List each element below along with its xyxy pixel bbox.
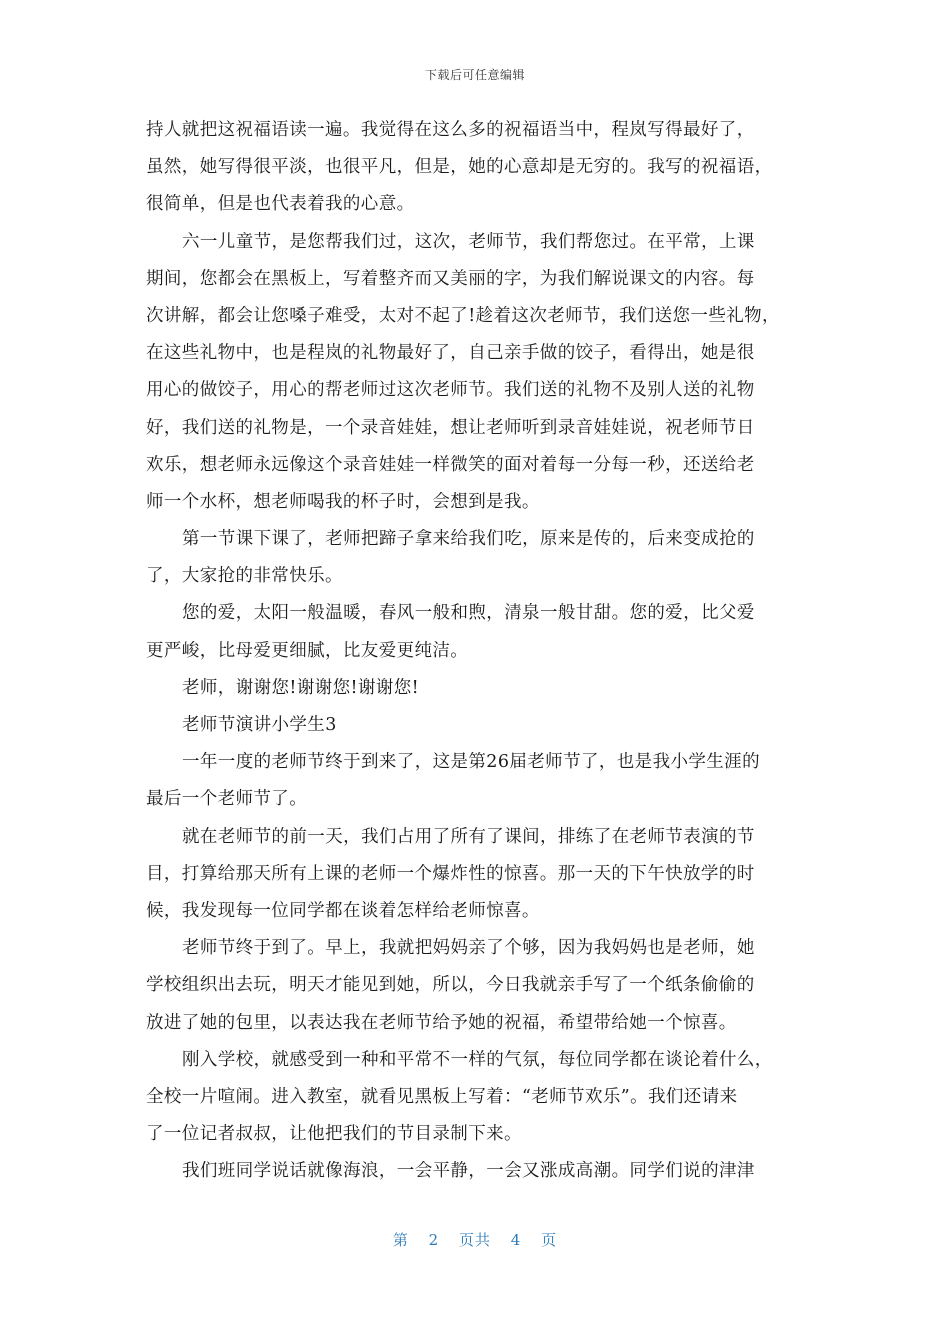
paragraph-start-line: 老师，谢谢您!谢谢您!谢谢您!: [182, 677, 420, 698]
text-line: 学校组织出去玩，明天才能见到她，所以，今日我就亲手写了一个纸条偷偷的: [146, 975, 755, 996]
paragraph-start-line: 六一儿童节，是您帮我们过，这次，老师节，我们帮您过。在平常，上课: [182, 231, 755, 252]
paragraph-start-line: 就在老师节的前一天，我们占用了所有了课间，排练了在老师节表演的节: [182, 826, 755, 847]
paragraph-start-line: 一年一度的老师节终于到来了，这是第26届老师节了，也是我小学生涯的: [182, 752, 760, 773]
page-footer: 第 2 页共 4 页: [392, 1231, 558, 1249]
text-line: 全校一片喧闹。进入教室，就看见黑板上写着：“老师节欢乐”。我们还请来: [146, 1086, 738, 1107]
text-line: 了，大家抢的非常快乐。: [146, 566, 343, 587]
section-heading: 老师节演讲小学生3: [182, 715, 337, 735]
paragraph-start-line: 第一节课下课了，老师把蹄子拿来给我们吃，原来是传的，后来变成抢的: [182, 529, 755, 550]
text-line: 放进了她的包里，以表达我在老师节给予她的祝福，希望带给她一个惊喜。: [146, 1012, 737, 1033]
text-line: 次讲解，都会让您嗓子难受，太对不起了!趁着这次老师节，我们送您一些礼物，: [146, 305, 780, 326]
text-line: 很简单，但是也代表着我的心意。: [146, 194, 415, 215]
text-line: 欢乐，想老师永远像这个录音娃娃一样微笑的面对着每一分每一秒，还送给老: [146, 454, 755, 475]
text-line: 候，我发现每一位同学都在谈着怎样给老师惊喜。: [146, 900, 540, 921]
text-line: 师一个水杯，想老师喝我的杯子时，会想到是我。: [146, 491, 540, 512]
text-line: 目，打算给那天所有上课的老师一个爆炸性的惊喜。那一天的下午快放学的时: [146, 863, 755, 884]
text-line: 用心的做饺子，用心的帮老师过这次老师节。我们送的礼物不及别人送的礼物: [146, 380, 755, 401]
text-line: 期间，您都会在黑板上，写着整齐而又美丽的字，为我们解说课文的内容。每: [146, 268, 755, 289]
paragraph-start-line: 我们班同学说话就像海浪，一会平静，一会又涨成高潮。同学们说的津津: [182, 1161, 755, 1182]
text-line: 持人就把这祝福语读一遍。我觉得在这么多的祝福语当中，程岚写得最好了，: [146, 120, 755, 140]
page-header: 下载后可任意编辑: [424, 68, 525, 82]
text-line: 在这些礼物中，也是程岚的礼物最好了，自己亲手做的饺子，看得出，她是很: [146, 343, 755, 364]
paragraph-start-line: 刚入学校，就感受到一种和平常不一样的气氛，每位同学都在谈论着什么，: [182, 1049, 773, 1070]
text-line: 了一位记者叔叔，让他把我们的节目录制下来。: [146, 1124, 522, 1145]
text-line: 好，我们送的礼物是，一个录音娃娃，想让老师听到录音娃娃说，祝老师节日: [146, 417, 755, 438]
paragraph-start-line: 老师节终于到了。早上，我就把妈妈亲了个够，因为我妈妈也是老师，她: [182, 938, 755, 959]
text-line: 虽然，她写得很平淡，也很平凡，但是，她的心意却是无穷的。我写的祝福语，: [146, 157, 773, 178]
document-body: [146, 112, 810, 1190]
paragraph-start-line: 您的爱，太阳一般温暖，春风一般和煦，清泉一般甘甜。您的爱，比父爱: [182, 603, 755, 624]
text-line: 最后一个老师节了。: [146, 789, 308, 810]
text-line: 更严峻，比母爱更细腻，比友爱更纯洁。: [146, 640, 469, 661]
